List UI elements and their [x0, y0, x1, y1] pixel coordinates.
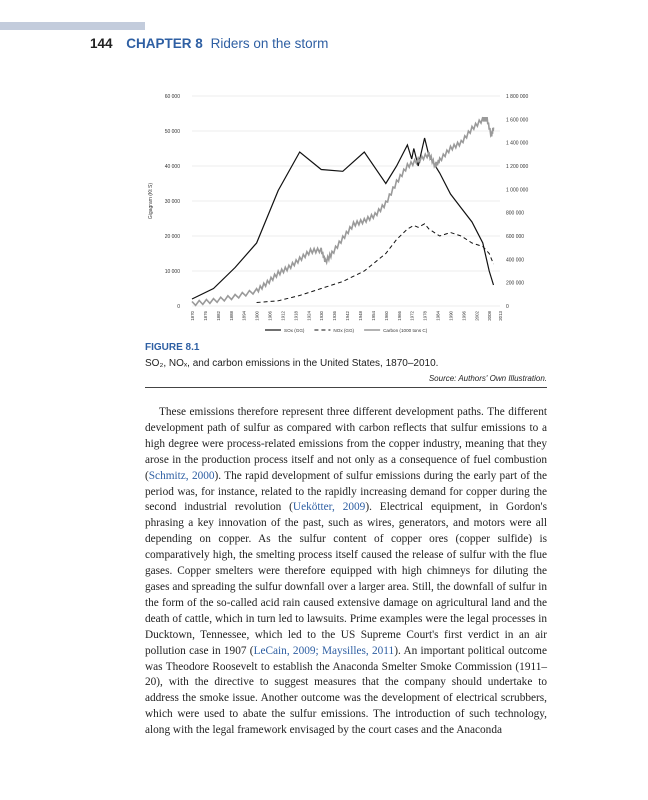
x-tick-label: 1900	[254, 311, 260, 321]
emissions-chart	[0, 0, 648, 340]
x-tick-label: 2008	[487, 311, 493, 321]
x-tick-label: 1972	[409, 311, 415, 321]
right-tick-label: 1 400 000	[506, 140, 529, 147]
series-line-2	[192, 117, 494, 305]
x-tick-label: 1954	[370, 311, 376, 321]
y-axis-title: Gigagram (Kt S)	[148, 182, 154, 220]
x-tick-label: 1942	[345, 311, 351, 321]
left-tick-label: 50 000	[164, 129, 180, 135]
citation-lecain-maysilles[interactable]: LeCain, 2009; Maysilles, 2011	[253, 644, 395, 657]
x-tick-label: 2002	[474, 311, 480, 321]
page-number: 144	[90, 36, 113, 51]
legend-label-1: NOx (GG)	[333, 328, 355, 333]
chapter-label: CHAPTER 8	[126, 36, 203, 51]
right-tick-label: 1 800 000	[506, 94, 529, 100]
legend-label-2: Carbon (1000 tons C)	[383, 328, 428, 333]
x-tick-label: 1960	[383, 311, 389, 321]
x-tick-label: 1912	[280, 311, 286, 321]
right-tick-label: 800 000	[506, 210, 525, 217]
left-tick-label: 0	[177, 304, 180, 310]
body-text-4: ). An important political outcome was Theodore Roosevelt to establish the Anaconda Smelter Smoke Commission (1911–20), with the directive to suggest measures that the company should undertake to address the smoke issue. Another outcome was the development of electrical scrubbers, which were used to abate the sulfur emissions. The introduction of such technology, along with the legal framework envisaged by the court cases and the Anaconda	[145, 644, 547, 737]
x-tick-label: 1888	[228, 311, 234, 321]
left-tick-label: 60 000	[164, 94, 180, 100]
left-tick-label: 20 000	[164, 234, 180, 240]
x-tick-label: 1924	[306, 311, 312, 321]
citation-schmitz[interactable]: Schmitz, 2000	[148, 469, 215, 482]
x-tick-label: 1930	[319, 311, 325, 321]
body-paragraph	[145, 405, 547, 739]
figure-source: Source: Authors' Own Illustration.	[428, 374, 547, 383]
x-tick-label: 1978	[422, 311, 428, 321]
figure-label: FIGURE 8.1	[145, 342, 200, 353]
right-tick-label: 200 000	[506, 280, 525, 287]
x-tick-label: 1918	[293, 311, 299, 321]
x-tick-label: 1984	[435, 311, 441, 321]
x-tick-label: 1870	[190, 311, 195, 321]
x-tick-label: 1882	[215, 311, 221, 321]
series-line-0	[192, 138, 494, 299]
x-tick-label: 1990	[448, 311, 454, 321]
citation-uekotter[interactable]: Uekötter, 2009	[292, 501, 366, 514]
x-tick-label: 1894	[241, 311, 247, 321]
caption-divider	[145, 387, 547, 388]
x-tick-label: 2013	[498, 311, 503, 321]
right-tick-label: 400 000	[506, 257, 525, 264]
figure-caption: SO₂, NOₓ, and carbon emissions in the United States, 1870–2010.	[145, 358, 439, 369]
x-tick-label: 1936	[332, 311, 338, 321]
x-tick-label: 1996	[461, 311, 467, 321]
right-tick-label: 600 000	[506, 234, 525, 240]
right-tick-label: 1 600 000	[506, 117, 529, 124]
left-tick-label: 40 000	[164, 164, 180, 170]
left-tick-label: 30 000	[164, 199, 180, 205]
right-tick-label: 0	[506, 304, 509, 310]
x-tick-label: 1948	[358, 311, 363, 321]
right-tick-label: 1 000 000	[506, 187, 529, 194]
right-tick-label: 1 200 000	[506, 164, 529, 170]
body-text-2: ). The rapid development of sulfur emissions during the early part of the period was, for instance, related to the rapidly increasing demand for copper during the second industrial revolution (	[145, 469, 547, 514]
body-text-1: These emissions therefore represent three different development paths. The different development path of sulfur as compared with carbon reflects that sulfur emissions to a high degree were process-related emissions from the copper industry, meaning that they arose in the production process itself and not only as a consequence of fuel combustion (	[145, 406, 547, 482]
x-tick-label: 1966	[396, 311, 402, 321]
left-tick-label: 10 000	[164, 269, 180, 275]
legend-label-0: SOx (GG)	[284, 328, 305, 333]
x-tick-label: 1876	[202, 311, 208, 321]
x-tick-label: 1906	[267, 311, 273, 321]
body-text-3: ). Electrical equipment, in Gordon's phrasing a key innovation of the past, such as wires, generators, and motors were all depending on copper. As the sulfur content of copper ores (copper sulfide) is comparatively high, the smelting process itself caused the release of sulfur with the flue gases. Copper smelters were therefore equipped with high chimneys for diluting the gases and spreading the sulfur downfall over a larger area. Still, the downfall of sulfur in the form of the so-called acid rain caused extensive damage on agricultural land and the death of cattle, which in turn led to lawsuits. Prime examples were the legal processes in Ducktown, Tennessee, which led to the US Supreme Court's first verdict in an air pollution case in 1907 (	[145, 501, 547, 657]
chapter-title: Riders on the storm	[210, 36, 329, 51]
